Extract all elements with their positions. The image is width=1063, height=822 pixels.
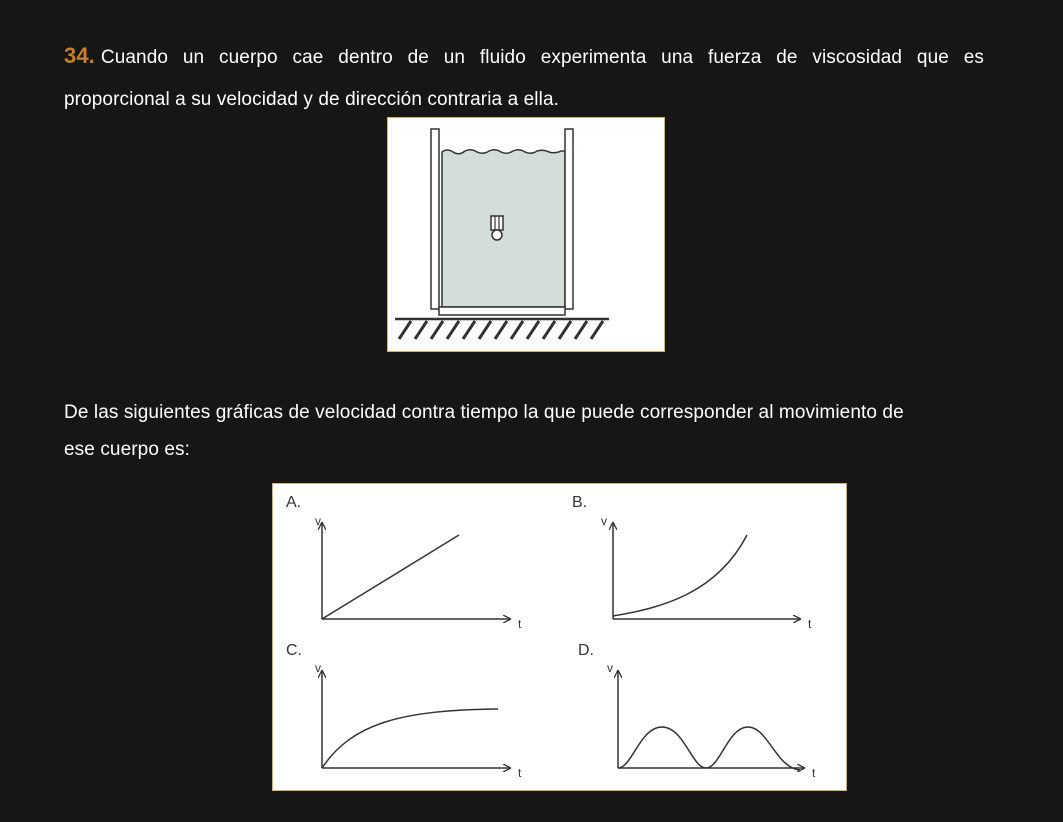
question-line-1 — [64, 44, 984, 70]
option-b-label: B. — [572, 494, 588, 511]
container-right-wall — [565, 129, 573, 309]
option-b-t-label: t — [808, 617, 812, 631]
option-c-label: C. — [286, 642, 302, 659]
option-b-graph[interactable] — [572, 494, 812, 631]
answer-graphs-panel — [272, 483, 847, 791]
option-d-curve — [618, 727, 800, 770]
option-a-curve — [322, 535, 459, 619]
option-a-label: A. — [286, 494, 302, 511]
option-a-graph[interactable] — [286, 494, 522, 631]
option-c-graph[interactable] — [286, 642, 522, 780]
question-text-1: Cuando un cuerpo cae dentro de un fluido experimenta una fuerza de viscosidad que es — [100, 47, 984, 68]
option-c-t-label: t — [518, 766, 522, 780]
option-a-v-label: v — [315, 514, 321, 528]
container-illustration — [387, 117, 665, 352]
option-c-v-label: v — [315, 661, 321, 675]
prompt-text-2: ese cuerpo es: — [64, 439, 191, 460]
container-bottom — [439, 307, 565, 315]
option-a-t-label: t — [518, 617, 522, 631]
option-d-graph[interactable] — [578, 642, 816, 780]
answer-graphs — [272, 483, 847, 791]
fluid-container-figure — [387, 117, 665, 352]
falling-body — [491, 216, 503, 240]
ground-hatching — [399, 321, 603, 339]
option-d-v-label: v — [607, 661, 613, 675]
option-c-curve — [322, 709, 498, 768]
question-text-2: proporcional a su velocidad y de dirección contraria a ella. — [64, 89, 559, 110]
option-b-curve — [613, 535, 747, 616]
container-left-wall — [431, 129, 439, 309]
prompt-text-1: De las siguientes gráficas de velocidad contra tiempo la que puede corresponder al movimiento de — [64, 402, 904, 423]
option-d-t-label: t — [812, 766, 816, 780]
question-number: 34. — [64, 43, 95, 68]
option-b-v-label: v — [601, 514, 607, 528]
option-d-label: D. — [578, 642, 594, 659]
